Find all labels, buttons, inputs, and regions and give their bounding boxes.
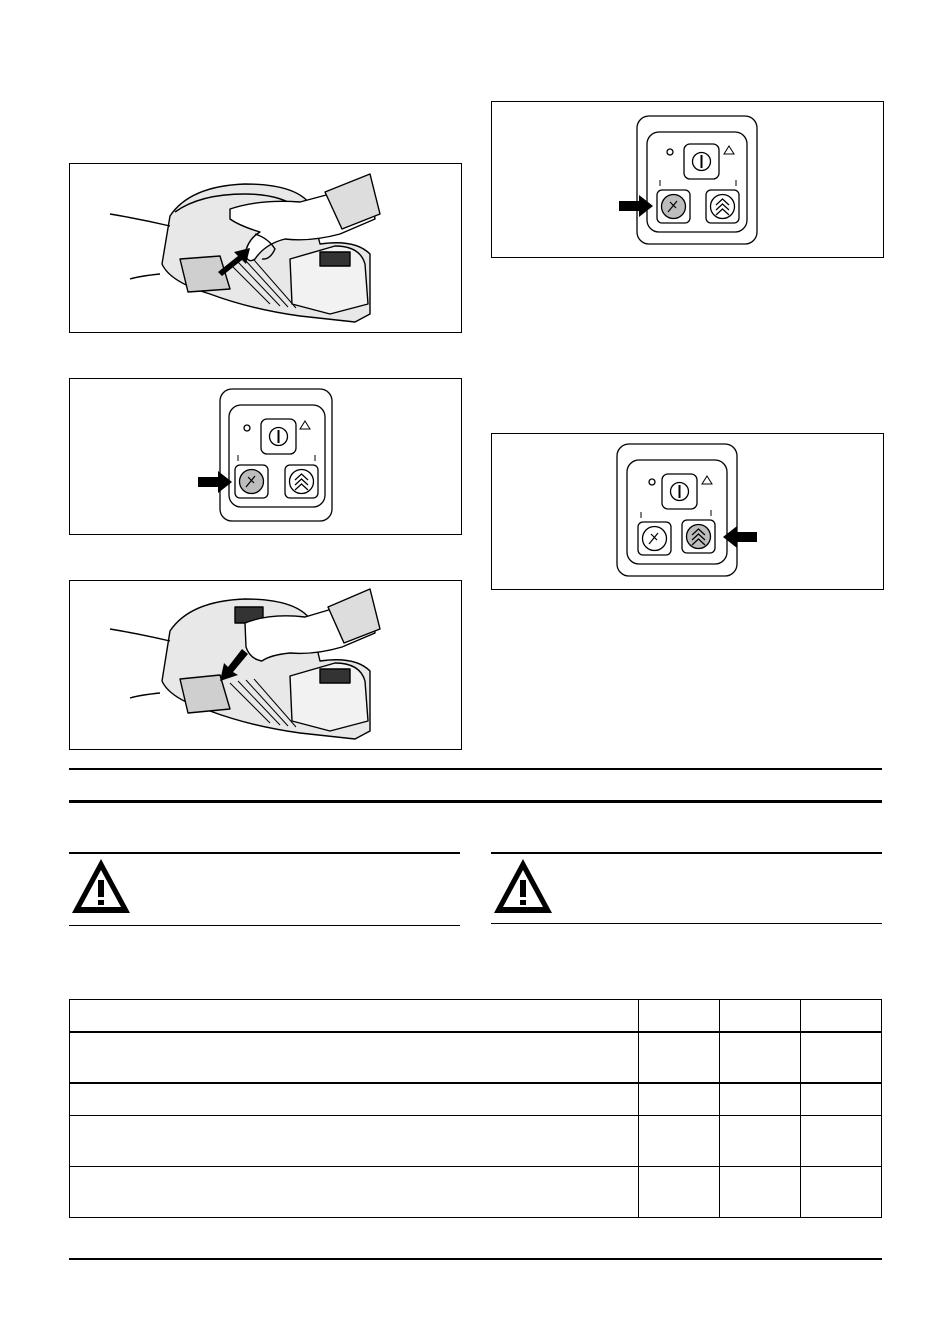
warning-box-right-top-rule xyxy=(491,852,882,854)
table-cell xyxy=(801,1167,882,1218)
control-panel-right-button-icon xyxy=(492,434,885,591)
table-row xyxy=(70,1083,882,1116)
warning-text-right xyxy=(567,862,877,912)
table-cell xyxy=(639,1116,720,1167)
table-cell xyxy=(720,1032,801,1083)
control-panel-left-button-icon xyxy=(492,102,885,259)
table-cell xyxy=(801,1032,882,1083)
warning-triangle-icon xyxy=(491,856,555,916)
table-cell xyxy=(639,1083,720,1116)
table-cell xyxy=(720,1167,801,1218)
table-header-row xyxy=(70,1000,882,1032)
table-row xyxy=(70,1116,882,1167)
table-header-cell xyxy=(720,1000,801,1032)
figure-slide-release xyxy=(69,580,462,750)
hand-pressing-throttle-icon xyxy=(70,164,463,334)
hand-sliding-release-icon xyxy=(70,581,463,751)
table-cell xyxy=(720,1116,801,1167)
table-cell xyxy=(639,1167,720,1218)
table-cell xyxy=(801,1116,882,1167)
control-panel-left-button-icon xyxy=(70,379,463,536)
table-header-cell xyxy=(70,1000,639,1032)
section-divider-thin xyxy=(69,768,882,770)
table-cell xyxy=(720,1083,801,1116)
figure-press-trigger xyxy=(69,163,462,333)
warning-text-left xyxy=(145,862,455,912)
table-header-cell xyxy=(639,1000,720,1032)
maintenance-table xyxy=(69,999,882,1218)
table-cell xyxy=(70,1167,639,1218)
table-cell xyxy=(70,1032,639,1083)
table-row xyxy=(70,1032,882,1083)
footer-rule xyxy=(69,1258,882,1260)
table-row xyxy=(70,1167,882,1218)
warning-box-left-top-rule xyxy=(69,852,460,854)
warning-box-left-bottom-rule xyxy=(69,925,460,926)
figure-panel-right-button xyxy=(491,433,884,590)
warning-box-right-bottom-rule xyxy=(491,923,882,924)
table-cell xyxy=(70,1083,639,1116)
section-divider-thick xyxy=(69,800,882,803)
table-cell xyxy=(801,1083,882,1116)
table-header-cell xyxy=(801,1000,882,1032)
table-cell xyxy=(639,1032,720,1083)
figure-panel-left-button-2 xyxy=(491,101,884,258)
table-cell xyxy=(70,1116,639,1167)
figure-panel-left-button xyxy=(69,378,462,535)
warning-triangle-icon xyxy=(69,856,133,916)
